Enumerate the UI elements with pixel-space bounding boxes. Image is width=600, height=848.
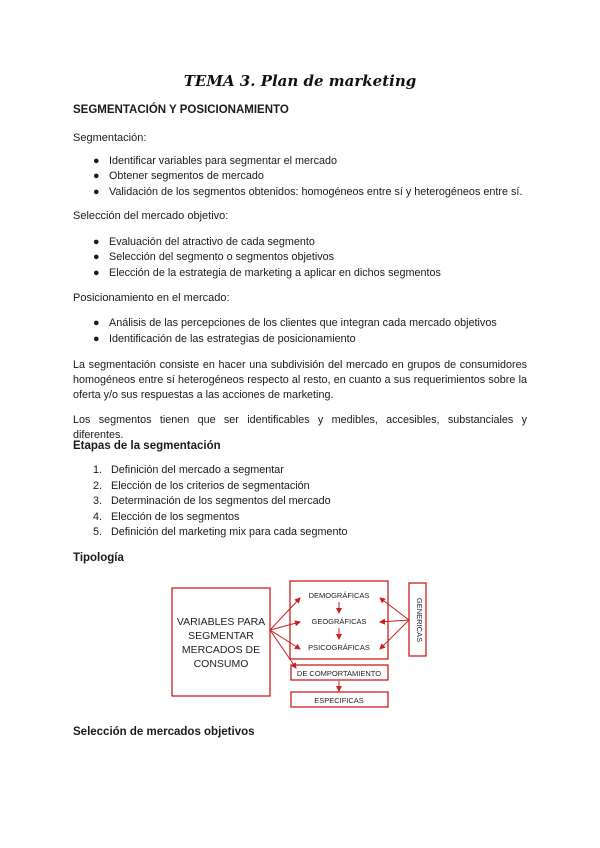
arrow-to-demograficas [270,598,300,630]
list-item: ● Elección de la estrategia de marketing a aplicar en dichos segmentos [93,267,441,279]
generic-variables-box [290,581,388,659]
main-box-line: VARIABLES PARA [176,616,266,628]
list-item: 4. Elección de los segmentos [93,511,240,523]
paragraph-definition: La segmentación consiste en hacer una subdivisión del mercado en grupos de consumidores homogéneos entre sí heterogéneos respecto al resto, en cuanto a sus requerimientos sobre la oferta y/o sus respuestas a las acciones de marketing. [73,359,527,401]
list-item: ● Identificar variables para segmentar el mercado [93,155,338,167]
comportamiento-box [291,665,388,680]
arrow-genericas-demograficas [380,598,409,620]
segmentacion-label: Segmentación: [73,132,147,144]
list-item: ● Identificación de las estrategias de posicionamiento [93,333,356,345]
list-item: ● Obtener segmentos de mercado [93,170,264,182]
list-item: ● Análisis de las percepciones de los clientes que integran cada mercado objetivos [93,317,497,329]
main-box-line: MERCADOS DE [181,644,261,656]
list-item: 5. Definición del marketing mix para cada segmento [93,526,348,538]
arrow-to-comportamiento [270,630,296,668]
comportamiento-label: DE COMPORTAMIENTO [296,669,382,678]
page-title: TEMA 3. Plan de marketing [183,72,417,90]
main-variables-box [172,588,270,696]
demograficas-label: DEMOGRÁFICAS [308,591,370,600]
paragraph-requirements: Los segmentos tienen que ser identificables y medibles, accesibles, substanciales y diferentes. [73,414,527,441]
tipologia-heading: Tipología [73,552,124,564]
list-item: 1. Definición del mercado a segmentar [93,464,284,476]
arrow-to-geograficas [270,622,300,630]
arrow-genericas-geograficas [380,620,409,622]
seleccion-label: Selección del mercado objetivo: [73,210,229,222]
psicograficas-label: PSICOGRÁFICAS [308,643,370,652]
genericas-box [409,583,426,656]
arrow-to-psicograficas [270,630,300,649]
especificas-label: ESPECIFICAS [314,696,364,705]
list-item: 2. Elección de los criterios de segmentación [93,480,310,492]
arrow-genericas-psicograficas [380,620,409,649]
geograficas-label: GEOGRÁFICAS [311,617,367,626]
list-item: 3. Determinación de los segmentos del mercado [93,495,331,507]
main-box-line: CONSUMO [193,658,249,670]
section-heading: SEGMENTACIÓN Y POSICIONAMIENTO [73,104,289,116]
main-box-line: SEGMENTAR [188,630,254,642]
last-heading: Selección de mercados objetivos [73,726,255,738]
etapas-heading: Etapas de la segmentación [73,440,221,452]
genericas-label: GENERICAS [415,597,424,643]
list-item: ● Selección del segmento o segmentos objetivos [93,251,335,263]
list-item: ● Validación de los segmentos obtenidos: homogéneos entre sí y heterogéneos entre sí. [93,186,523,198]
list-item: ● Evaluación del atractivo de cada segmento [93,236,315,248]
especificas-box [291,692,388,707]
posicionamiento-label: Posicionamiento en el mercado: [73,292,230,304]
